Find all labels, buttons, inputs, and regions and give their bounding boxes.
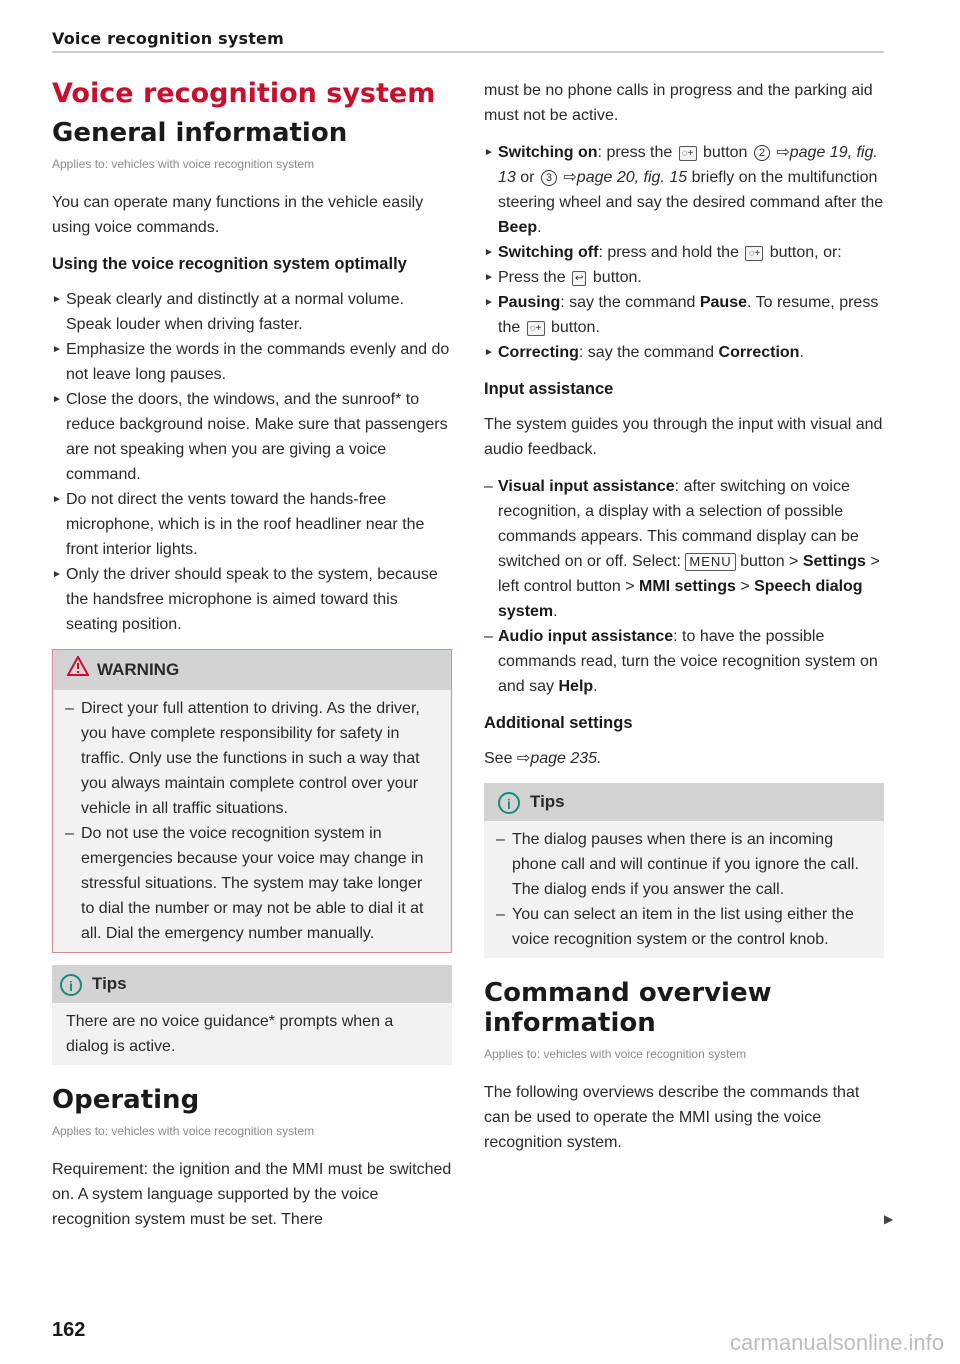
additional-settings-heading: Additional settings (484, 714, 633, 732)
info-icon: i (498, 792, 520, 814)
list-item: ► Correcting: say the command Correction. (484, 344, 804, 361)
menu-key: MENU (685, 553, 735, 571)
applies-note: Applies to: vehicles with voice recognition system (52, 157, 315, 171)
right-column (484, 78, 884, 1167)
list-item: ► Press the ↩ button. (484, 269, 642, 286)
list-item: – Direct your full attention to driving. As the driver, you have complete responsibility for safety in traffic. Only use the functions in such a way that you always maintain complete control over your vehicle in all traffic situations. (65, 700, 420, 817)
command-overview-text: The following overviews describe the commands that can be used to operate the MMI using the voice recognition system. (484, 1084, 860, 1151)
warning-triangle-icon (67, 651, 89, 691)
page-reference: ⇨page 20, fig. 15 (563, 169, 688, 186)
list-item: ► Speak clearly and distinctly at a normal volume. Speak louder when driving faster. (52, 291, 404, 333)
main-title: Voice recognition system (52, 78, 436, 109)
left-column (52, 72, 452, 1244)
info-icon: i (60, 974, 82, 996)
continued-paragraph: must be no phone calls in progress and the parking aid must not be active. (484, 82, 873, 124)
tips-text: There are no voice guidance* prompts when a dialog is active. (66, 1013, 394, 1055)
operation-list (484, 140, 884, 365)
tips-list (496, 827, 872, 952)
general-info-heading: General information (52, 118, 348, 148)
list-item: – The dialog pauses when there is an incoming phone call and will continue if you ignore the call. The dialog ends if you answer the call. (496, 831, 859, 898)
page-number: 162 (52, 1319, 86, 1341)
warning-list (65, 696, 439, 946)
continue-arrow-icon: ▶ (884, 1212, 894, 1226)
list-item: ► Emphasize the words in the commands evenly and do not leave long pauses. (52, 341, 450, 383)
list-item: ► Only the driver should speak to the system, because the handsfree microphone is aimed toward this seating position. (52, 566, 438, 633)
applies-note: Applies to: vehicles with voice recognition system (484, 1047, 747, 1061)
tips-box (52, 965, 452, 1065)
tips-header: i Tips (52, 965, 452, 1003)
list-item: ► Pausing: say the command Pause. To resume, press the ◌+ button. (484, 294, 879, 336)
applies-note: Applies to: vehicles with voice recognition system (52, 1124, 315, 1138)
intro-paragraph: You can operate many functions in the vehicle easily using voice commands. (52, 194, 424, 236)
running-header: Voice recognition system (52, 29, 284, 48)
list-item: ► Close the doors, the windows, and the sunroof* to reduce background noise. Make sure that passengers are not speaking when you are giving a voice command. (52, 391, 448, 483)
voice-button-icon: ◌+ (679, 146, 697, 161)
back-button-icon: ↩ (572, 271, 586, 286)
voice-button-icon: ◌+ (745, 246, 763, 261)
list-item: ► Switching on: press the ◌+ button 2 ⇨page 19, fig. 13 or 3 ⇨page 20, fig. 15 briefly on the multifunction steering wheel and say the desired command after the Beep. (484, 144, 884, 236)
page-reference: ⇨page 19, fig. 13 (498, 144, 878, 186)
list-item: – Audio input assistance: to have the possible commands read, turn the voice recognition system on and say Help. (484, 628, 878, 695)
voice-button-icon: ◌+ (527, 321, 545, 336)
tips-box (484, 783, 884, 958)
optimal-heading: Using the voice recognition system optimally (52, 255, 407, 273)
optimal-list (52, 287, 452, 637)
list-item: ► Do not direct the vents toward the hands-free microphone, which is in the roof headliner near the front interior lights. (52, 491, 425, 558)
warning-box (52, 649, 452, 953)
list-item: – You can select an item in the list using either the voice recognition system or the control knob. (496, 906, 854, 948)
warning-label: WARNING (97, 660, 180, 679)
tips-header: i Tips (484, 783, 884, 821)
page-reference: ⇨page 235. (516, 750, 602, 767)
warning-header (53, 650, 451, 690)
command-overview-heading: Command overview information (484, 978, 772, 1038)
header-rule (52, 51, 884, 53)
operating-heading: Operating (52, 1085, 200, 1115)
input-assistance-heading: Input assistance (484, 380, 614, 398)
input-list (484, 474, 884, 699)
list-item: – Do not use the voice recognition system in emergencies because your voice may change in stressful situations. The system may take longer to dial the number or may not be able to dial it at all. Dial the emergency number manually. (65, 825, 424, 942)
additional-settings-text: See ⇨page 235. (484, 750, 602, 767)
watermark: carmanualsonline.info (729, 1330, 944, 1355)
input-intro: The system guides you through the input with visual and audio feedback. (484, 416, 883, 458)
callout-2: 2 (754, 145, 770, 161)
list-item: – Visual input assistance: after switching on voice recognition, a display with a selection of possible commands appears. This command display can be switched on or off. Select: MENU button > Settings > left control button > MMI settings > Speech dialog system. (484, 478, 880, 620)
requirement-paragraph: Requirement: the ignition and the MMI must be switched on. A system language supported by the voice recognition system must be set. There (52, 1161, 452, 1228)
list-item: ► Switching off: press and hold the ◌+ button, or: (484, 244, 842, 261)
callout-3: 3 (541, 170, 557, 186)
